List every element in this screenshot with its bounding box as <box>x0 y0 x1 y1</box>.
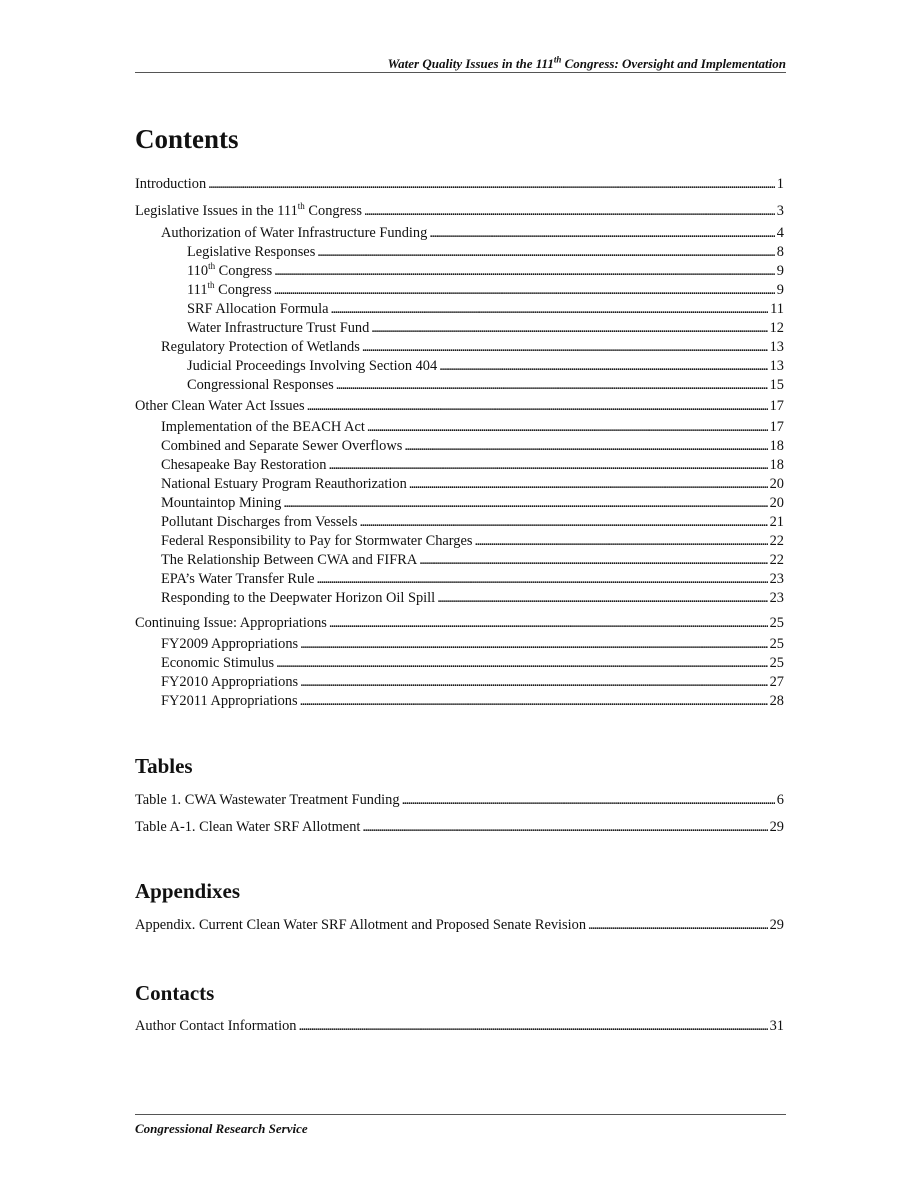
toc-entry-label <box>135 1018 296 1035</box>
leader-dots <box>588 917 768 934</box>
toc-entry-label <box>161 514 358 531</box>
toc-entry[interactable] <box>135 225 784 244</box>
toc-entry-text: Appendix. Current Clean Water SRF Allotment and Proposed Senate Revision <box>135 917 587 933</box>
leader-dots <box>409 476 768 493</box>
toc-entry[interactable] <box>135 552 784 571</box>
toc-entry-page: 18 <box>769 438 784 454</box>
toc-entry-page: 17 <box>769 398 784 414</box>
toc-entry-text: Mountaintop Mining <box>161 495 282 511</box>
toc-entry-page: 15 <box>769 377 784 393</box>
toc-entry-text: Table 1. CWA Wastewater Treatment Funding <box>135 792 400 808</box>
contents-heading: Contents <box>135 124 239 154</box>
header-title-sup: th <box>553 54 562 65</box>
contacts-heading: Contacts <box>135 981 215 1005</box>
toc-entry-label <box>161 552 417 569</box>
leader-dots <box>336 377 768 394</box>
toc-entry-label <box>161 636 298 653</box>
leader-dots <box>331 301 769 318</box>
leader-dots <box>404 438 767 455</box>
toc-entry-text: Author Contact Information <box>135 1018 297 1034</box>
toc-entry-page: 21 <box>769 514 784 530</box>
toc-entry-page: 20 <box>769 476 784 492</box>
header-title-pre: Water Quality Issues in the 111 <box>387 56 554 71</box>
toc-entry-page: 29 <box>769 917 784 933</box>
leader-dots <box>274 263 775 280</box>
toc-entry-page: 1 <box>776 176 784 192</box>
toc-entry[interactable] <box>135 674 784 693</box>
toc-entry[interactable] <box>135 301 784 320</box>
toc-entry-page: 27 <box>769 674 784 690</box>
leader-dots <box>419 552 767 569</box>
toc-entry-page: 6 <box>776 792 784 808</box>
toc-entry-text: Legislative Issues in the 111 <box>135 203 298 219</box>
toc-entry[interactable] <box>135 263 784 282</box>
toc-entry-text: Continuing Issue: Appropriations <box>135 615 327 631</box>
toc-entry-page: 8 <box>776 244 784 260</box>
toc-entry[interactable] <box>135 176 784 195</box>
toc-entry-text-suffix: Congress <box>214 282 272 298</box>
toc-entry-text: EPA’s Water Transfer Rule <box>161 571 315 587</box>
toc-entry-text: Introduction <box>135 176 207 192</box>
toc-entry-text: Table A-1. Clean Water SRF Allotment <box>135 819 361 835</box>
toc-entry-label <box>161 693 298 710</box>
toc-entry[interactable] <box>135 203 784 222</box>
toc-entry-label <box>135 819 360 836</box>
leader-dots <box>300 674 767 691</box>
toc-entry-page: 31 <box>769 1018 784 1034</box>
leader-dots <box>371 320 767 337</box>
toc-entry[interactable] <box>135 358 784 377</box>
toc-entry-page: 13 <box>769 358 784 374</box>
toc-entry-label <box>161 590 435 607</box>
toc-entry-text: Implementation of the BEACH Act <box>161 419 365 435</box>
toc-entry-label <box>187 320 369 337</box>
toc-entry-text: Judicial Proceedings Involving Section 404 <box>187 358 438 374</box>
running-header <box>135 56 786 72</box>
toc-entry-page: 25 <box>769 636 784 652</box>
toc-entry-text-suffix: Congress <box>215 263 273 279</box>
toc-entry[interactable] <box>135 495 784 514</box>
leader-dots <box>475 533 768 550</box>
toc-entry[interactable] <box>135 320 784 339</box>
toc-entry-page: 17 <box>769 419 784 435</box>
toc-entry-label <box>161 476 407 493</box>
leader-dots <box>439 358 767 375</box>
leader-dots <box>362 339 768 356</box>
toc-entry-label <box>187 301 329 318</box>
leader-dots <box>307 398 768 415</box>
toc-entry-label <box>187 358 437 375</box>
toc-entry[interactable] <box>135 615 784 634</box>
toc-entry-text: FY2009 Appropriations <box>161 636 299 652</box>
toc-entry-superscript: th <box>297 201 305 212</box>
toc-entry-label <box>135 203 362 220</box>
leader-dots <box>402 792 775 809</box>
toc-entry[interactable] <box>135 282 784 301</box>
footer-rule <box>135 1114 786 1115</box>
toc-entry[interactable] <box>135 438 784 457</box>
toc-entry-page: 3 <box>776 203 784 219</box>
toc-entry[interactable] <box>135 476 784 495</box>
toc-entry-page: 23 <box>769 590 784 606</box>
toc-entry-page: 23 <box>769 571 784 587</box>
toc-entry[interactable] <box>135 636 784 655</box>
toc-entry-text: Responding to the Deepwater Horizon Oil Spill <box>161 590 436 606</box>
toc-entry-label <box>135 917 586 934</box>
toc-entry-label <box>161 457 326 474</box>
toc-entry-label <box>135 176 206 193</box>
leader-dots <box>283 495 767 512</box>
toc-entry[interactable] <box>135 590 784 609</box>
leader-dots <box>298 1018 767 1035</box>
leader-dots <box>364 203 775 220</box>
toc-entry-text-suffix: Congress <box>304 203 362 219</box>
toc-entry-superscript: th <box>208 261 216 272</box>
leader-dots <box>329 615 768 632</box>
toc-entry-label <box>135 398 305 415</box>
toc-entry-label <box>161 533 473 550</box>
toc-entry[interactable] <box>135 514 784 533</box>
running-footer: Congressional Research Service <box>135 1121 308 1136</box>
leader-dots <box>367 419 768 436</box>
toc-entry[interactable] <box>135 339 784 358</box>
toc-entry[interactable] <box>135 244 784 263</box>
toc-entry-text: Combined and Separate Sewer Overflows <box>161 438 403 454</box>
toc-entry-label <box>161 438 402 455</box>
toc-entry-page: 9 <box>776 263 784 279</box>
toc-entry-page: 22 <box>769 552 784 568</box>
toc-entry-text: Chesapeake Bay Restoration <box>161 457 327 473</box>
toc-entry-label <box>135 615 327 632</box>
leader-dots <box>437 590 767 607</box>
toc-entry-text: Water Infrastructure Trust Fund <box>187 320 370 336</box>
toc-entry-text: 111 <box>187 282 208 298</box>
toc-entry-label <box>161 339 360 356</box>
toc-entry-page: 9 <box>776 282 784 298</box>
toc-entry-label <box>161 495 281 512</box>
leader-dots <box>208 176 775 193</box>
leader-dots <box>276 655 767 672</box>
toc-entry-page: 22 <box>769 533 784 549</box>
leader-dots <box>300 636 767 653</box>
toc-entry[interactable] <box>135 917 784 936</box>
toc-entry-superscript: th <box>207 280 215 291</box>
toc-entry-text: SRF Allocation Formula <box>187 301 329 317</box>
toc-entry-text: FY2010 Appropriations <box>161 674 299 690</box>
toc-entry-page: 4 <box>776 225 784 241</box>
toc-entry-label <box>161 674 298 691</box>
toc-entry-label <box>161 655 274 672</box>
toc-entry-label <box>187 377 334 394</box>
toc-entry-text: Authorization of Water Infrastructure Funding <box>161 225 428 241</box>
leader-dots <box>429 225 774 242</box>
toc-entry[interactable] <box>135 693 784 712</box>
leader-dots <box>362 819 767 836</box>
toc-entry-page: 28 <box>769 693 784 709</box>
toc-entry-text: Legislative Responses <box>187 244 316 260</box>
appendixes-heading: Appendixes <box>135 879 241 903</box>
toc-entry-text: Other Clean Water Act Issues <box>135 398 305 414</box>
toc-entry-text: Economic Stimulus <box>161 655 275 671</box>
toc-entry-page: 18 <box>769 457 784 473</box>
toc-entry-text: National Estuary Program Reauthorization <box>161 476 407 492</box>
toc-entry-label <box>187 282 272 299</box>
toc-entry-label <box>187 263 272 280</box>
toc-entry[interactable] <box>135 655 784 674</box>
toc-entry[interactable] <box>135 419 784 438</box>
toc-entry-page: 13 <box>769 339 784 355</box>
toc-entry-label <box>161 571 315 588</box>
toc-entry[interactable] <box>135 571 784 590</box>
toc-entry-label <box>161 225 427 242</box>
toc-entry-text: 110 <box>187 263 209 279</box>
toc-entry-text: Federal Responsibility to Pay for Stormwater Charges <box>161 533 473 549</box>
toc-entry-text: FY2011 Appropriations <box>161 693 298 709</box>
toc-entry-page: 12 <box>769 320 784 336</box>
leader-dots <box>300 693 768 710</box>
leader-dots <box>274 282 775 299</box>
leader-dots <box>317 244 775 261</box>
toc-entry-text: Regulatory Protection of Wetlands <box>161 339 360 355</box>
toc-entry-page: 20 <box>769 495 784 511</box>
toc-entry-page: 25 <box>769 655 784 671</box>
toc-entry[interactable] <box>135 533 784 552</box>
toc-entry-text: Pollutant Discharges from Vessels <box>161 514 358 530</box>
header-title-post: Congress: Oversight and Implementation <box>561 56 786 71</box>
toc-entry-label <box>135 792 400 809</box>
toc-entry-page: 29 <box>769 819 784 835</box>
toc-entry[interactable] <box>135 792 784 811</box>
toc-entry[interactable] <box>135 377 784 396</box>
toc-entry-label <box>187 244 315 261</box>
toc-entry-text: Congressional Responses <box>187 377 334 393</box>
leader-dots <box>317 571 768 588</box>
tables-heading: Tables <box>135 754 193 778</box>
toc-entry-label <box>161 419 365 436</box>
toc-entry-page: 11 <box>770 301 784 317</box>
header-rule <box>135 72 786 73</box>
leader-dots <box>328 457 767 474</box>
leader-dots <box>360 514 768 531</box>
toc-entry-page: 25 <box>769 615 784 631</box>
toc-entry[interactable] <box>135 1018 784 1037</box>
toc-entry-text: The Relationship Between CWA and FIFRA <box>161 552 418 568</box>
toc-entry[interactable] <box>135 819 784 838</box>
toc-entry[interactable] <box>135 398 784 417</box>
toc-entry[interactable] <box>135 457 784 476</box>
